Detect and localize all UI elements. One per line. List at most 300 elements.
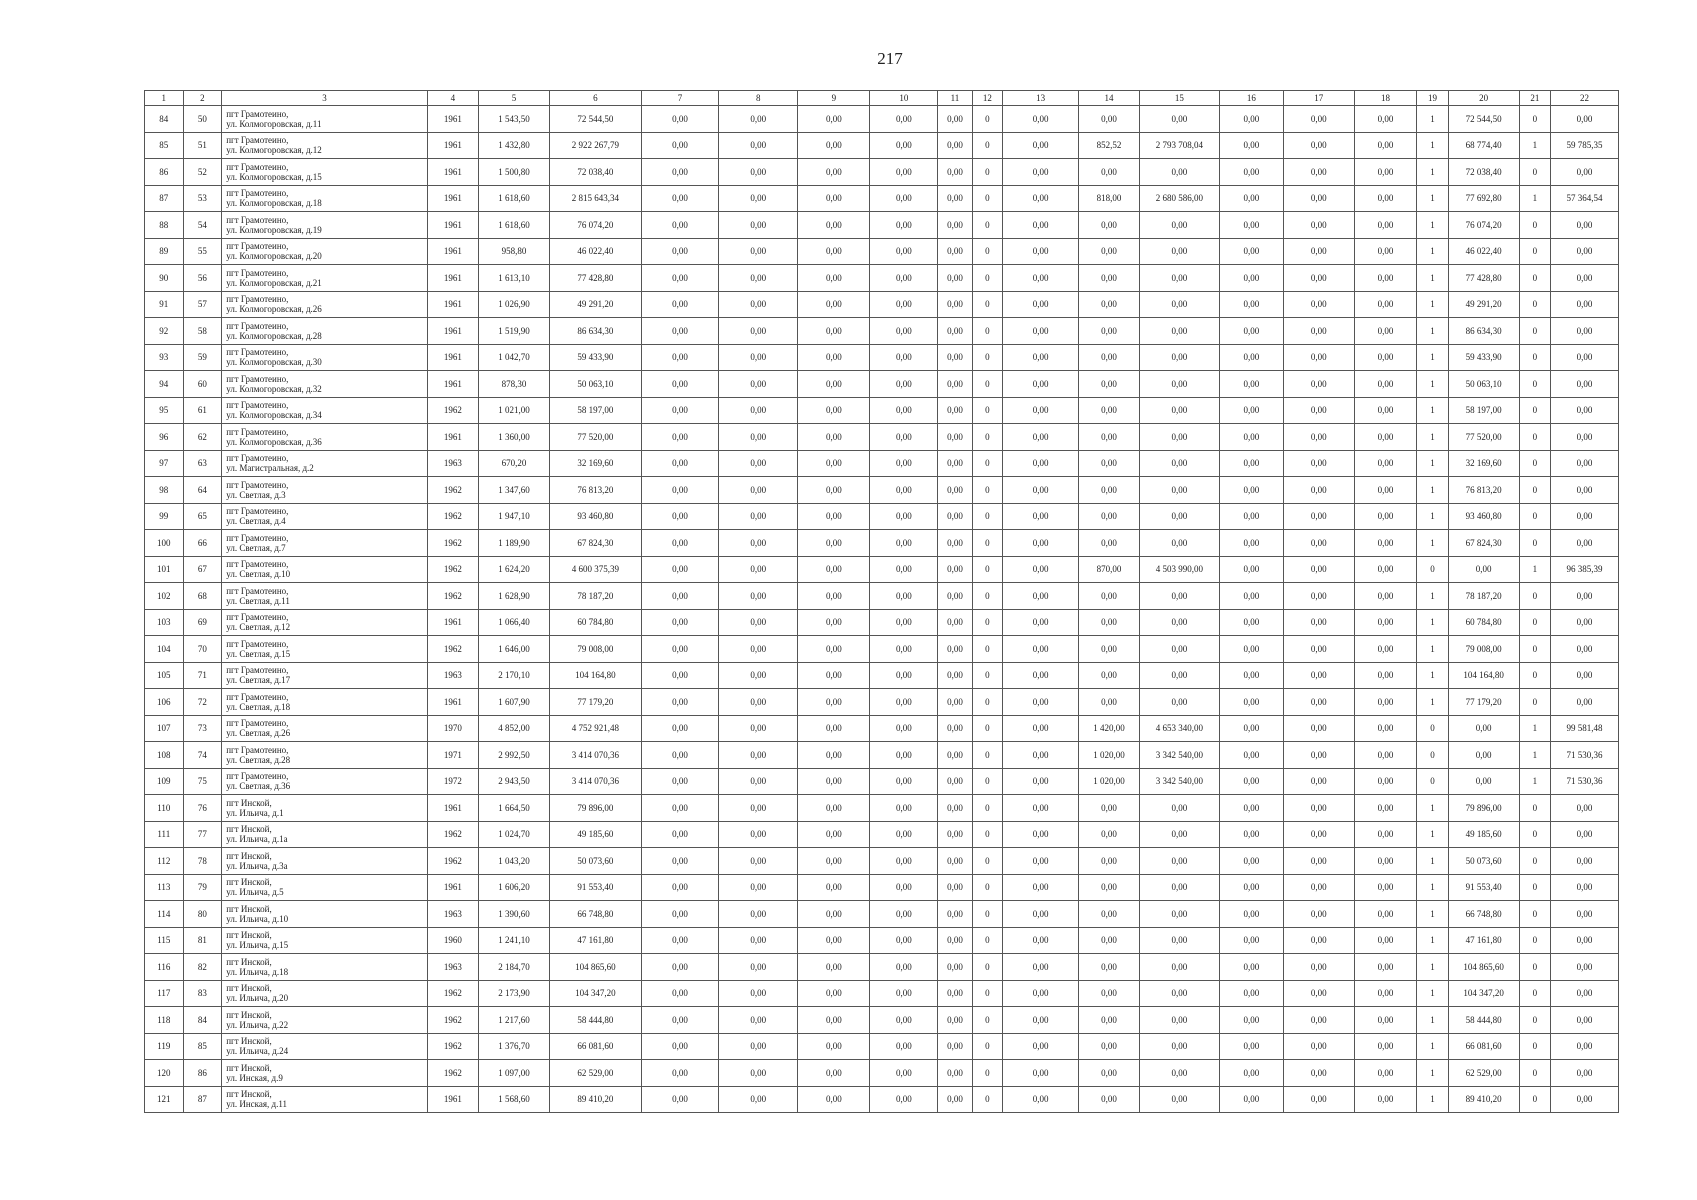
cell-col-14: 0,00 [1079, 636, 1140, 663]
cell-col-5: 1 628,90 [479, 583, 550, 610]
cell-col-20: 32 169,60 [1448, 450, 1519, 477]
cell-col-20: 58 444,80 [1448, 1007, 1519, 1034]
cell-col-21: 0 [1519, 1060, 1550, 1087]
cell-col-10: 0,00 [870, 530, 938, 557]
address-settlement: пгт Грамотеино, [226, 426, 289, 437]
column-number-1: 1 [145, 91, 184, 106]
cell-col-18: 0,00 [1354, 636, 1417, 663]
cell-col-7: 0,00 [641, 503, 718, 530]
cell-col-6: 59 433,90 [549, 344, 641, 371]
cell-item-number: 53 [183, 185, 222, 212]
cell-address [222, 848, 428, 875]
cell-col-8: 0,00 [719, 848, 798, 875]
cell-col-15: 0,00 [1139, 689, 1219, 716]
column-number-17: 17 [1283, 91, 1354, 106]
cell-col-16: 0,00 [1220, 450, 1284, 477]
cell-col-11: 0,00 [938, 821, 972, 848]
cell-col-20: 104 347,20 [1448, 980, 1519, 1007]
address-settlement: пгт Грамотеино, [226, 373, 289, 384]
cell-col-7: 0,00 [641, 1086, 718, 1113]
cell-col-13: 0,00 [1002, 530, 1078, 557]
cell-col-11: 0,00 [938, 238, 972, 265]
cell-col-8: 0,00 [719, 636, 798, 663]
address-settlement: пгт Грамотеино, [226, 744, 289, 755]
cell-col-19: 1 [1417, 874, 1448, 901]
cell-col-21: 0 [1519, 1007, 1550, 1034]
cell-col-13: 0,00 [1002, 927, 1078, 954]
cell-col-13: 0,00 [1002, 265, 1078, 292]
cell-item-number: 80 [183, 901, 222, 928]
cell-col-18: 0,00 [1354, 609, 1417, 636]
cell-col-14: 0,00 [1079, 1086, 1140, 1113]
cell-col-18: 0,00 [1354, 291, 1417, 318]
cell-col-20: 60 784,80 [1448, 609, 1519, 636]
address-settlement: пгт Грамотеино, [226, 453, 289, 464]
cell-address [222, 371, 428, 398]
cell-col-16: 0,00 [1220, 424, 1284, 451]
cell-col-15: 0,00 [1139, 1060, 1219, 1087]
cell-col-18: 0,00 [1354, 212, 1417, 239]
table-row [145, 185, 1619, 212]
column-number-11: 11 [938, 91, 972, 106]
address-street: ул. Колмогоровская, д.30 [226, 357, 322, 368]
cell-col-18: 0,00 [1354, 371, 1417, 398]
cell-col-18: 0,00 [1354, 848, 1417, 875]
address-street: ул. Светлая, д.36 [226, 781, 291, 792]
cell-col-8: 0,00 [719, 344, 798, 371]
cell-col-16: 0,00 [1220, 530, 1284, 557]
cell-col-14: 1 420,00 [1079, 715, 1140, 742]
cell-col-12: 0 [972, 450, 1002, 477]
cell-col-5: 1 607,90 [479, 689, 550, 716]
table-row [145, 450, 1619, 477]
cell-col-4: 1962 [427, 397, 478, 424]
cell-col-13: 0,00 [1002, 132, 1078, 159]
cell-col-4: 1962 [427, 1033, 478, 1060]
cell-col-12: 0 [972, 662, 1002, 689]
cell-col-6: 104 164,80 [549, 662, 641, 689]
cell-col-11: 0,00 [938, 106, 972, 133]
cell-col-6: 4 752 921,48 [549, 715, 641, 742]
cell-col-16: 0,00 [1220, 159, 1284, 186]
cell-col-17: 0,00 [1283, 106, 1354, 133]
column-number-14: 14 [1079, 91, 1140, 106]
cell-col-17: 0,00 [1283, 609, 1354, 636]
cell-col-17: 0,00 [1283, 132, 1354, 159]
cell-col-6: 79 896,00 [549, 795, 641, 822]
cell-col-7: 0,00 [641, 291, 718, 318]
table-row [145, 927, 1619, 954]
column-number-18: 18 [1354, 91, 1417, 106]
cell-col-12: 0 [972, 371, 1002, 398]
cell-row-number: 102 [145, 583, 184, 610]
cell-col-19: 1 [1417, 901, 1448, 928]
cell-col-10: 0,00 [870, 185, 938, 212]
address-street: ул. Ильича, д.1 [226, 807, 284, 818]
cell-row-number: 84 [145, 106, 184, 133]
cell-col-14: 0,00 [1079, 980, 1140, 1007]
cell-row-number: 90 [145, 265, 184, 292]
cell-col-11: 0,00 [938, 291, 972, 318]
cell-col-18: 0,00 [1354, 821, 1417, 848]
cell-col-15: 0,00 [1139, 450, 1219, 477]
cell-col-4: 1962 [427, 503, 478, 530]
cell-col-9: 0,00 [798, 212, 870, 239]
cell-col-7: 0,00 [641, 689, 718, 716]
cell-address [222, 212, 428, 239]
cell-item-number: 79 [183, 874, 222, 901]
cell-col-21: 0 [1519, 609, 1550, 636]
cell-col-10: 0,00 [870, 132, 938, 159]
cell-col-21: 1 [1519, 742, 1550, 769]
address-street: ул. Колмогоровская, д.28 [226, 330, 322, 341]
cell-col-22: 71 530,36 [1550, 742, 1618, 769]
cell-col-16: 0,00 [1220, 848, 1284, 875]
cell-row-number: 112 [145, 848, 184, 875]
cell-address [222, 344, 428, 371]
table-row [145, 583, 1619, 610]
cell-col-8: 0,00 [719, 291, 798, 318]
address-street: ул. Ильича, д.5 [226, 887, 284, 898]
cell-col-6: 104 865,60 [549, 954, 641, 981]
address-street: ул. Колмогоровская, д.26 [226, 304, 322, 315]
cell-col-15: 0,00 [1139, 954, 1219, 981]
cell-col-9: 0,00 [798, 477, 870, 504]
cell-col-16: 0,00 [1220, 238, 1284, 265]
table-row [145, 821, 1619, 848]
table-row [145, 980, 1619, 1007]
cell-col-10: 0,00 [870, 1007, 938, 1034]
cell-col-8: 0,00 [719, 318, 798, 345]
cell-address [222, 609, 428, 636]
table-row [145, 954, 1619, 981]
table-row [145, 768, 1619, 795]
cell-col-11: 0,00 [938, 662, 972, 689]
cell-col-16: 0,00 [1220, 609, 1284, 636]
cell-row-number: 121 [145, 1086, 184, 1113]
cell-col-17: 0,00 [1283, 291, 1354, 318]
cell-col-16: 0,00 [1220, 397, 1284, 424]
address-settlement: пгт Грамотеино, [226, 612, 289, 623]
cell-col-8: 0,00 [719, 397, 798, 424]
cell-col-18: 0,00 [1354, 503, 1417, 530]
cell-col-9: 0,00 [798, 795, 870, 822]
cell-col-20: 66 748,80 [1448, 901, 1519, 928]
cell-item-number: 60 [183, 371, 222, 398]
address-street: ул. Инская, д.9 [226, 1072, 283, 1083]
cell-col-11: 0,00 [938, 318, 972, 345]
cell-col-5: 878,30 [479, 371, 550, 398]
cell-col-4: 1961 [427, 212, 478, 239]
cell-col-8: 0,00 [719, 954, 798, 981]
cell-col-8: 0,00 [719, 185, 798, 212]
cell-col-11: 0,00 [938, 609, 972, 636]
cell-col-11: 0,00 [938, 556, 972, 583]
cell-col-19: 1 [1417, 795, 1448, 822]
cell-col-9: 0,00 [798, 954, 870, 981]
cell-col-20: 72 544,50 [1448, 106, 1519, 133]
cell-row-number: 116 [145, 954, 184, 981]
address-settlement: пгт Грамотеино, [226, 506, 289, 517]
cell-col-17: 0,00 [1283, 530, 1354, 557]
cell-address [222, 424, 428, 451]
cell-col-20: 77 179,20 [1448, 689, 1519, 716]
cell-col-12: 0 [972, 477, 1002, 504]
cell-address [222, 980, 428, 1007]
cell-col-15: 0,00 [1139, 795, 1219, 822]
cell-col-22: 0,00 [1550, 530, 1618, 557]
cell-col-22: 0,00 [1550, 477, 1618, 504]
cell-col-19: 1 [1417, 291, 1448, 318]
cell-col-15: 0,00 [1139, 927, 1219, 954]
cell-col-13: 0,00 [1002, 1007, 1078, 1034]
cell-col-22: 0,00 [1550, 954, 1618, 981]
cell-col-13: 0,00 [1002, 371, 1078, 398]
cell-col-9: 0,00 [798, 742, 870, 769]
cell-col-21: 0 [1519, 503, 1550, 530]
cell-address [222, 821, 428, 848]
cell-col-5: 1 646,00 [479, 636, 550, 663]
address-street: ул. Колмогоровская, д.11 [226, 118, 322, 129]
cell-col-22: 0,00 [1550, 636, 1618, 663]
cell-col-17: 0,00 [1283, 689, 1354, 716]
cell-col-4: 1961 [427, 159, 478, 186]
cell-col-6: 60 784,80 [549, 609, 641, 636]
cell-col-16: 0,00 [1220, 874, 1284, 901]
cell-col-18: 0,00 [1354, 980, 1417, 1007]
cell-col-5: 1 360,00 [479, 424, 550, 451]
cell-col-13: 0,00 [1002, 424, 1078, 451]
cell-item-number: 81 [183, 927, 222, 954]
cell-col-10: 0,00 [870, 344, 938, 371]
cell-col-16: 0,00 [1220, 106, 1284, 133]
cell-col-10: 0,00 [870, 503, 938, 530]
cell-col-5: 1 217,60 [479, 1007, 550, 1034]
cell-col-14: 0,00 [1079, 689, 1140, 716]
cell-col-8: 0,00 [719, 583, 798, 610]
table-row [145, 715, 1619, 742]
cell-col-22: 0,00 [1550, 795, 1618, 822]
cell-col-22: 0,00 [1550, 106, 1618, 133]
cell-row-number: 117 [145, 980, 184, 1007]
table-row [145, 1033, 1619, 1060]
cell-col-10: 0,00 [870, 556, 938, 583]
cell-col-4: 1961 [427, 265, 478, 292]
cell-address [222, 795, 428, 822]
cell-col-7: 0,00 [641, 980, 718, 1007]
cell-col-4: 1962 [427, 980, 478, 1007]
cell-col-22: 96 385,39 [1550, 556, 1618, 583]
cell-col-19: 1 [1417, 106, 1448, 133]
cell-col-22: 0,00 [1550, 212, 1618, 239]
cell-col-7: 0,00 [641, 715, 718, 742]
address-settlement: пгт Инской, [226, 930, 272, 941]
cell-col-14: 0,00 [1079, 344, 1140, 371]
cell-col-12: 0 [972, 185, 1002, 212]
cell-col-15: 0,00 [1139, 159, 1219, 186]
cell-row-number: 109 [145, 768, 184, 795]
address-settlement: пгт Грамотеино, [226, 771, 289, 782]
cell-col-11: 0,00 [938, 397, 972, 424]
cell-col-17: 0,00 [1283, 742, 1354, 769]
cell-col-4: 1961 [427, 1086, 478, 1113]
cell-col-4: 1961 [427, 689, 478, 716]
cell-col-15: 0,00 [1139, 318, 1219, 345]
cell-col-11: 0,00 [938, 159, 972, 186]
address-street: ул. Светлая, д.11 [226, 595, 290, 606]
cell-col-4: 1970 [427, 715, 478, 742]
cell-col-16: 0,00 [1220, 1060, 1284, 1087]
cell-item-number: 75 [183, 768, 222, 795]
cell-col-6: 86 634,30 [549, 318, 641, 345]
cell-col-19: 1 [1417, 689, 1448, 716]
cell-col-22: 0,00 [1550, 318, 1618, 345]
cell-col-10: 0,00 [870, 768, 938, 795]
cell-col-6: 77 520,00 [549, 424, 641, 451]
cell-address [222, 556, 428, 583]
cell-row-number: 94 [145, 371, 184, 398]
column-number-9: 9 [798, 91, 870, 106]
cell-col-17: 0,00 [1283, 397, 1354, 424]
cell-col-16: 0,00 [1220, 927, 1284, 954]
cell-col-5: 1 043,20 [479, 848, 550, 875]
address-street: ул. Ильича, д.18 [226, 966, 289, 977]
cell-address [222, 477, 428, 504]
cell-col-8: 0,00 [719, 556, 798, 583]
cell-col-10: 0,00 [870, 318, 938, 345]
cell-col-10: 0,00 [870, 609, 938, 636]
cell-col-8: 0,00 [719, 689, 798, 716]
cell-col-4: 1963 [427, 954, 478, 981]
cell-row-number: 89 [145, 238, 184, 265]
cell-row-number: 107 [145, 715, 184, 742]
cell-item-number: 77 [183, 821, 222, 848]
cell-col-6: 79 008,00 [549, 636, 641, 663]
cell-col-11: 0,00 [938, 1033, 972, 1060]
cell-col-5: 1 021,00 [479, 397, 550, 424]
cell-col-5: 1 568,60 [479, 1086, 550, 1113]
cell-col-6: 104 347,20 [549, 980, 641, 1007]
cell-col-12: 0 [972, 530, 1002, 557]
address-street: ул. Светлая, д.18 [226, 701, 291, 712]
cell-col-4: 1961 [427, 318, 478, 345]
cell-col-21: 0 [1519, 980, 1550, 1007]
cell-item-number: 84 [183, 1007, 222, 1034]
cell-col-12: 0 [972, 1086, 1002, 1113]
cell-col-5: 1 390,60 [479, 901, 550, 928]
cell-col-6: 50 073,60 [549, 848, 641, 875]
address-settlement: пгт Грамотеино, [226, 559, 289, 570]
cell-col-21: 0 [1519, 1086, 1550, 1113]
cell-col-21: 0 [1519, 106, 1550, 133]
cell-col-13: 0,00 [1002, 636, 1078, 663]
cell-item-number: 65 [183, 503, 222, 530]
cell-col-7: 0,00 [641, 106, 718, 133]
cell-address [222, 132, 428, 159]
cell-col-4: 1961 [427, 132, 478, 159]
cell-col-21: 0 [1519, 291, 1550, 318]
table-row [145, 424, 1619, 451]
cell-col-9: 0,00 [798, 927, 870, 954]
cell-col-4: 1961 [427, 291, 478, 318]
address-settlement: пгт Грамотеино, [226, 188, 289, 199]
cell-col-10: 0,00 [870, 954, 938, 981]
cell-col-7: 0,00 [641, 1007, 718, 1034]
cell-col-9: 0,00 [798, 344, 870, 371]
address-settlement: пгт Инской, [226, 877, 272, 888]
cell-col-9: 0,00 [798, 291, 870, 318]
cell-row-number: 97 [145, 450, 184, 477]
cell-col-8: 0,00 [719, 212, 798, 239]
cell-col-20: 68 774,40 [1448, 132, 1519, 159]
cell-col-20: 77 520,00 [1448, 424, 1519, 451]
cell-col-8: 0,00 [719, 477, 798, 504]
cell-col-5: 1 432,80 [479, 132, 550, 159]
address-street: ул. Светлая, д.17 [226, 675, 291, 686]
cell-address [222, 768, 428, 795]
cell-col-19: 1 [1417, 132, 1448, 159]
cell-col-21: 0 [1519, 795, 1550, 822]
cell-item-number: 59 [183, 344, 222, 371]
cell-col-4: 1961 [427, 609, 478, 636]
cell-col-7: 0,00 [641, 212, 718, 239]
cell-col-13: 0,00 [1002, 1033, 1078, 1060]
cell-col-4: 1962 [427, 1060, 478, 1087]
cell-col-14: 0,00 [1079, 874, 1140, 901]
cell-col-13: 0,00 [1002, 1060, 1078, 1087]
cell-col-21: 0 [1519, 662, 1550, 689]
cell-col-5: 1 026,90 [479, 291, 550, 318]
cell-col-20: 47 161,80 [1448, 927, 1519, 954]
column-number-21: 21 [1519, 91, 1550, 106]
cell-col-19: 1 [1417, 318, 1448, 345]
cell-col-10: 0,00 [870, 212, 938, 239]
cell-col-10: 0,00 [870, 901, 938, 928]
cell-col-4: 1960 [427, 927, 478, 954]
table-row [145, 159, 1619, 186]
cell-col-8: 0,00 [719, 1086, 798, 1113]
cell-col-22: 99 581,48 [1550, 715, 1618, 742]
cell-col-15: 4 653 340,00 [1139, 715, 1219, 742]
cell-col-10: 0,00 [870, 1060, 938, 1087]
cell-col-17: 0,00 [1283, 265, 1354, 292]
column-number-7: 7 [641, 91, 718, 106]
address-settlement: пгт Грамотеино, [226, 665, 289, 676]
address-settlement: пгт Грамотеино, [226, 718, 289, 729]
cell-col-6: 2 815 643,34 [549, 185, 641, 212]
cell-col-20: 77 692,80 [1448, 185, 1519, 212]
cell-col-14: 1 020,00 [1079, 768, 1140, 795]
cell-col-11: 0,00 [938, 980, 972, 1007]
cell-col-16: 0,00 [1220, 265, 1284, 292]
cell-col-21: 0 [1519, 848, 1550, 875]
table-row [145, 556, 1619, 583]
cell-row-number: 88 [145, 212, 184, 239]
cell-col-10: 0,00 [870, 742, 938, 769]
cell-col-9: 0,00 [798, 901, 870, 928]
cell-col-13: 0,00 [1002, 583, 1078, 610]
cell-col-7: 0,00 [641, 927, 718, 954]
cell-col-4: 1961 [427, 185, 478, 212]
cell-col-11: 0,00 [938, 212, 972, 239]
cell-col-21: 0 [1519, 265, 1550, 292]
cell-col-15: 0,00 [1139, 1033, 1219, 1060]
cell-col-6: 4 600 375,39 [549, 556, 641, 583]
cell-col-17: 0,00 [1283, 662, 1354, 689]
cell-col-13: 0,00 [1002, 159, 1078, 186]
cell-col-8: 0,00 [719, 662, 798, 689]
address-street: ул. Ильича, д.3а [226, 860, 288, 871]
